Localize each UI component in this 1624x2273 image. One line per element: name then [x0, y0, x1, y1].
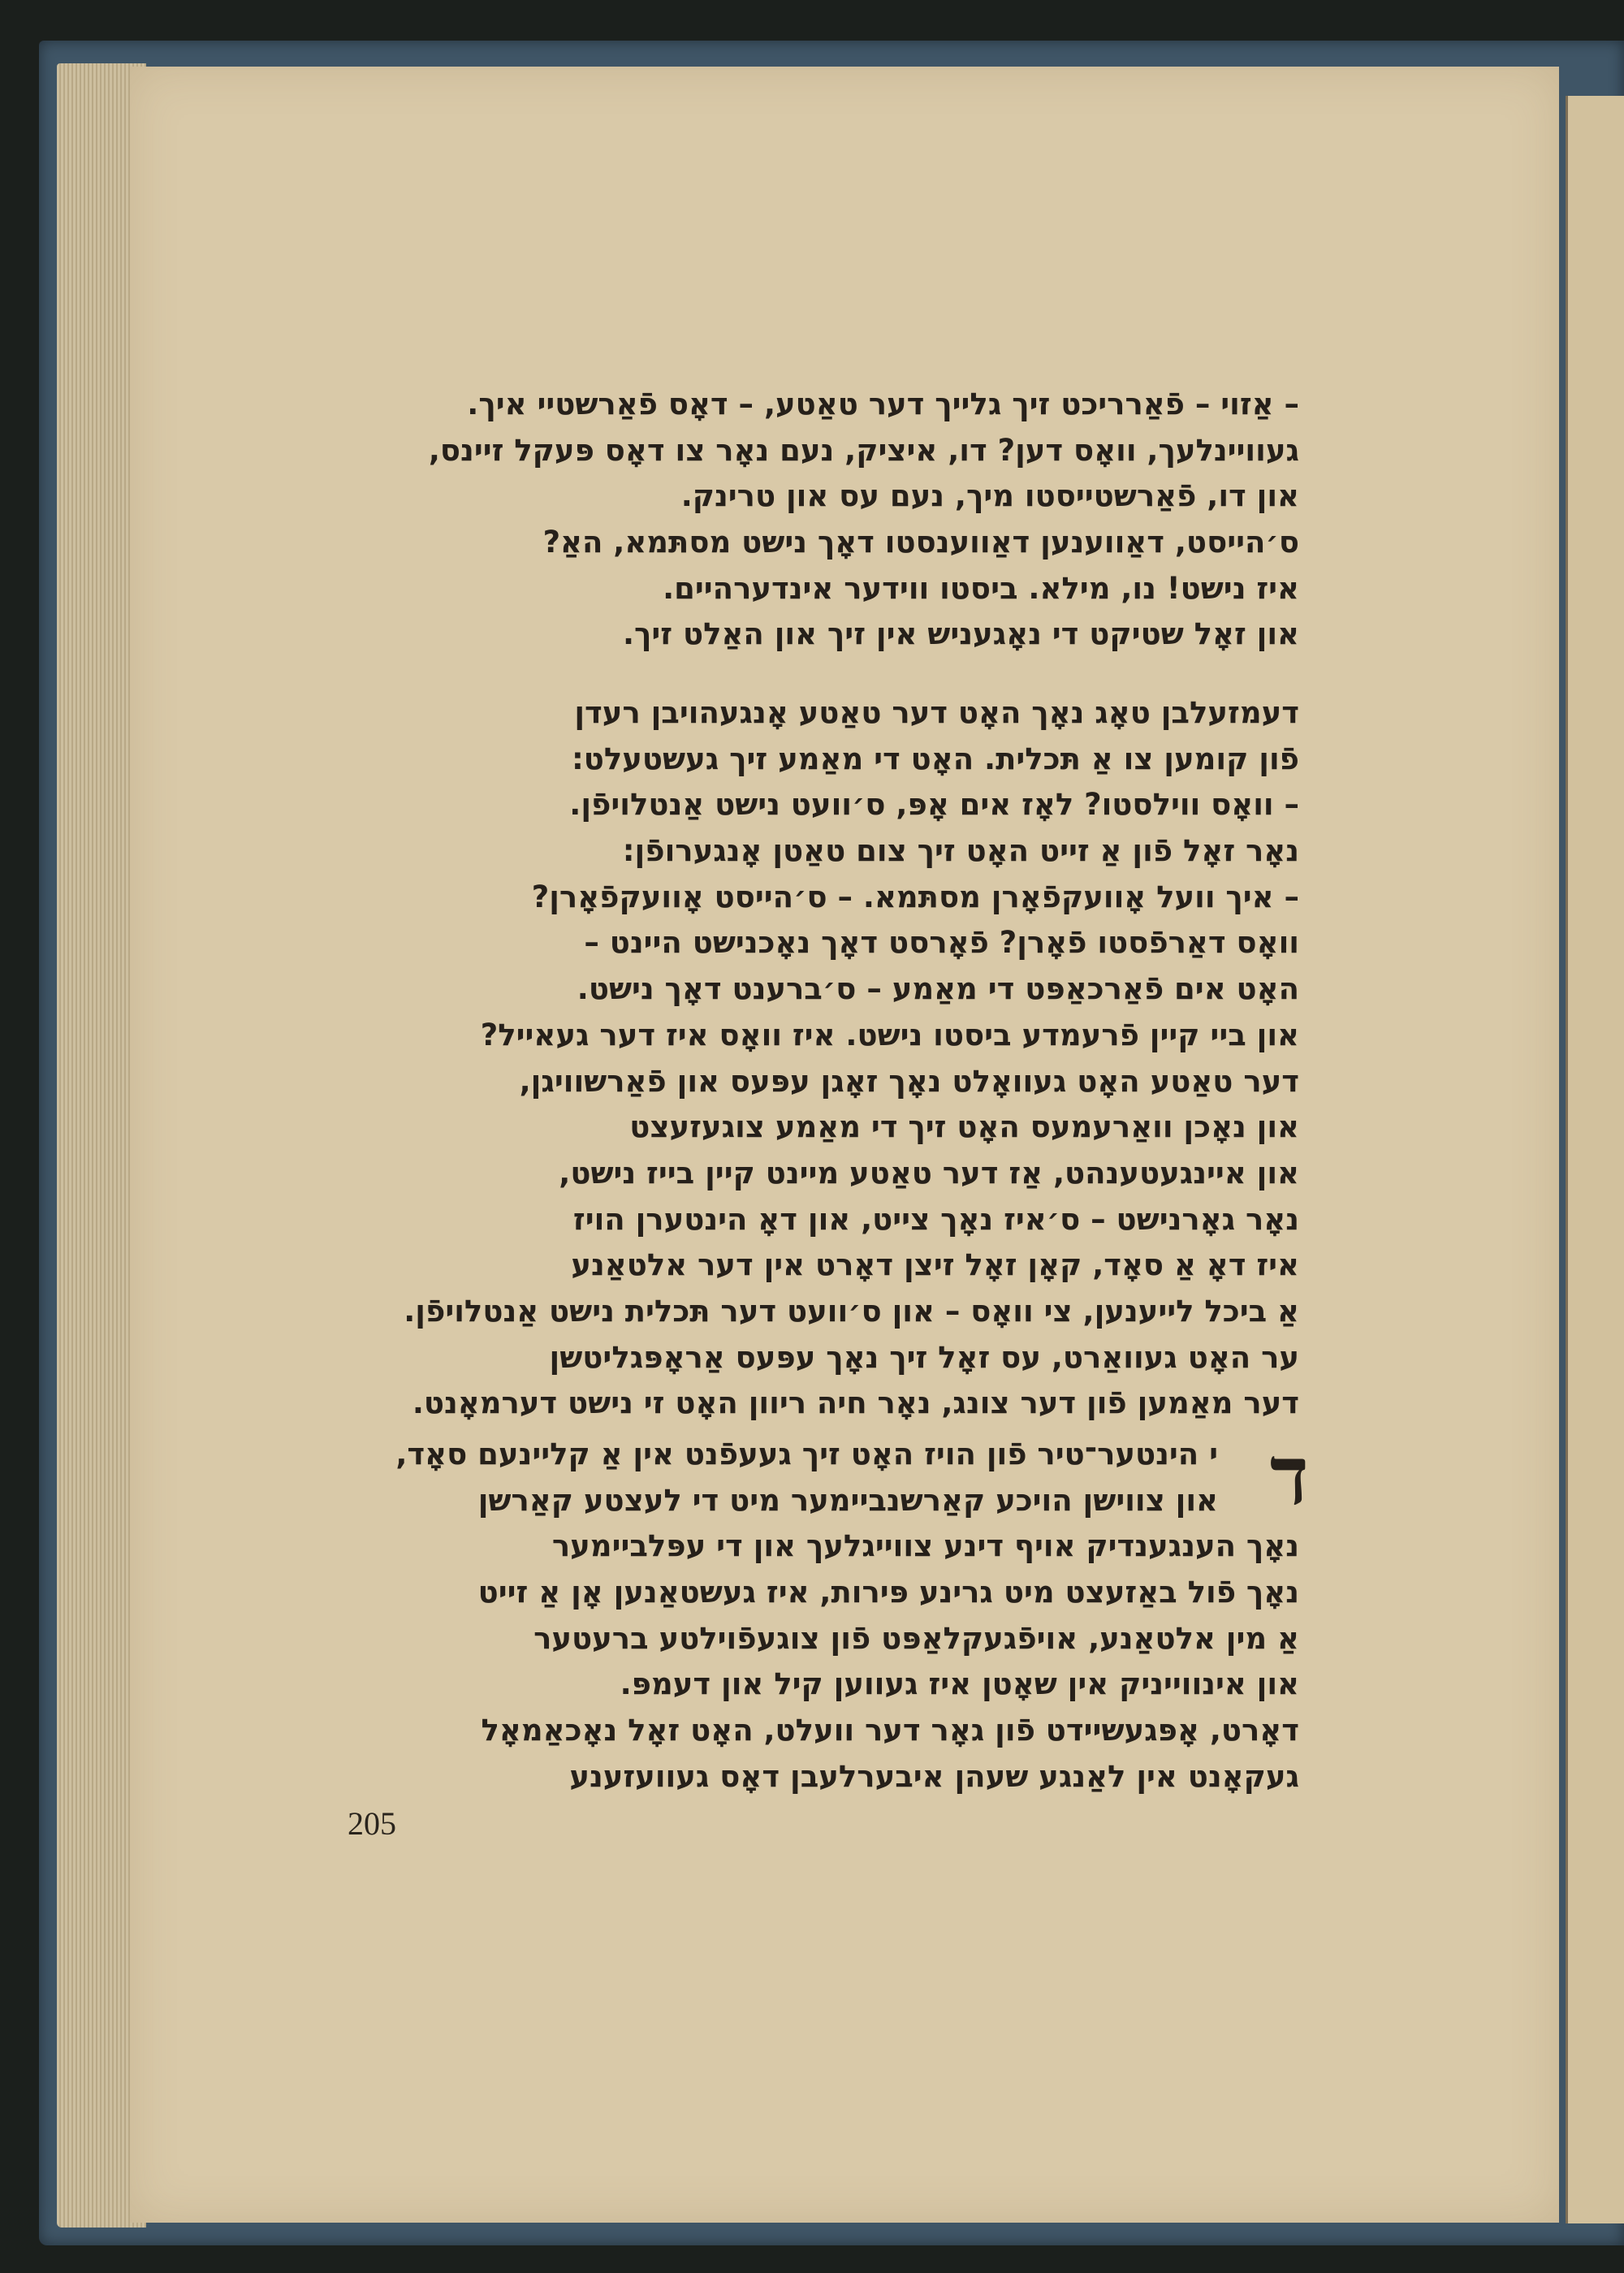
text-line: ער האָט געוואַרט, עס זאָל זיך נאָך עפּעס אַראָפּגליטשן	[549, 1339, 1299, 1375]
text-line: – אַזוי – פֿאַרריכט זיך גלייך דער טאַטע, – דאָס פֿאַרשטיי איך.	[467, 387, 1299, 421]
text-line: און נאָכן וואַרעמעס האָט זיך די מאַמע צוגעזעצט	[629, 1109, 1299, 1145]
page-number: 205	[348, 1805, 396, 1842]
text-line: דעמזעלבן טאָג נאָך האָט דער טאַטע אָנגעהויבן רעדן	[574, 695, 1299, 730]
text-line: און ביי קיין פֿרעמדע ביסטו נישט. איז וואָס איז דער געאייל?	[480, 1017, 1299, 1052]
text-line: ס׳הייסט, דאַווענען דאַווענסטו דאָך נישט מסתּמא, האַ?	[542, 525, 1299, 560]
paragraph-1	[260, 382, 1299, 658]
text-line: – וואָס ווילסטו? לאָז אים אָפּ, ס׳וועט נישט אַנטלויפֿן.	[569, 787, 1299, 823]
text-line: דער מאַמען פֿון דער צונג, נאָר חיה ריוון האָט זי נישט דערמאָנט.	[412, 1385, 1299, 1421]
text-line: דאָרט, אָפּגעשיידט פֿון גאָר דער וועלט, האָט זאָל נאָכאַמאָל	[481, 1713, 1299, 1748]
text-line: און אינווייניק אין שאָטן איז געווען קיל און דעמפּ.	[620, 1666, 1299, 1702]
text-line: דער טאַטע האָט געוואָלט נאָך זאָגן עפּעס און פֿאַרשוויגן,	[519, 1063, 1299, 1099]
paragraph-3	[260, 1428, 1309, 1800]
text-line: און דו, פֿאַרשטייסטו מיך, נעם עס און טרינק.	[680, 478, 1299, 514]
text-line: י הינטער־טיר פֿון הויז האָט זיך געעפֿנט אין אַ קליינעם סאָד,	[395, 1437, 1218, 1471]
drop-cap: ד	[1269, 1428, 1309, 1523]
text-line: איז נישט! נו, מילא. ביסטו ווידער אינדערהיים.	[663, 570, 1299, 606]
text-line: נאָך הענגענדיק אויף דינע צווייגלעך און די עפּלביימער	[551, 1528, 1299, 1564]
text-line: פֿון קומען צו אַ תּכלית. האָט די מאַמע זיך געשטעלט:	[571, 741, 1299, 776]
paragraph-2	[260, 690, 1299, 1427]
text-line: אַ מין אלטאַנע, אויפֿגעקלאַפּט פֿון צוגעפֿוילטע ברעטער	[533, 1620, 1299, 1656]
next-page-edge	[1566, 96, 1624, 2223]
text-line: און זאָל שטיקט די נאָגעניש אין זיך און האַלט זיך.	[622, 616, 1299, 652]
text-line: וואָס דאַרפֿסטו פֿאָרן? פֿאָרסט דאָך נאָכנישט היינט –	[584, 925, 1299, 961]
text-line: נאָר זאָל פֿון אַ זייט האָט זיך צום טאַטן אָנגערופֿן:	[622, 833, 1299, 869]
text-line: און איינגעטענהט, אַז דער טאַטע מיינט קיין בייז נישט,	[559, 1155, 1299, 1191]
text-line: געקאָנט אין לאַנגע שעהן איבערלעבן דאָס געוועזענע	[569, 1758, 1299, 1794]
text-line: נאָר גאָרנישט – ס׳איז נאָך צייט, און דאָ הינטערן הויז	[572, 1201, 1299, 1237]
text-line: אַ ביכל לייענען, צי וואָס – און ס׳וועט דער תּכלית נישט אַנטלויפֿן.	[404, 1293, 1299, 1329]
text-line: האָט אים פֿאַרכאַפּט די מאַמע – ס׳ברענט דאָך נישט.	[577, 971, 1299, 1007]
text-line: געוויינלעך, וואָס דען? דו, איציק, נעם נאָר צו דאָס פּעקל זיינס,	[428, 432, 1299, 468]
text-line: איז דאָ אַ סאָד, קאָן זאָל זיצן דאָרט אין דער אלטאַנע	[571, 1247, 1299, 1283]
text-line: און צווישן הויכע קאַרשנביימער מיט די לעצטע קאַרשן	[477, 1482, 1218, 1518]
text-line: – איך וועל אָוועקפֿאָרן מסתּמא. – ס׳הייסט אָוועקפֿאָרן?	[531, 879, 1299, 914]
text-line: נאָך פֿול באַזעצט מיט גרינע פּירות, איז געשטאַנען אָן אַ זייט	[477, 1575, 1299, 1610]
